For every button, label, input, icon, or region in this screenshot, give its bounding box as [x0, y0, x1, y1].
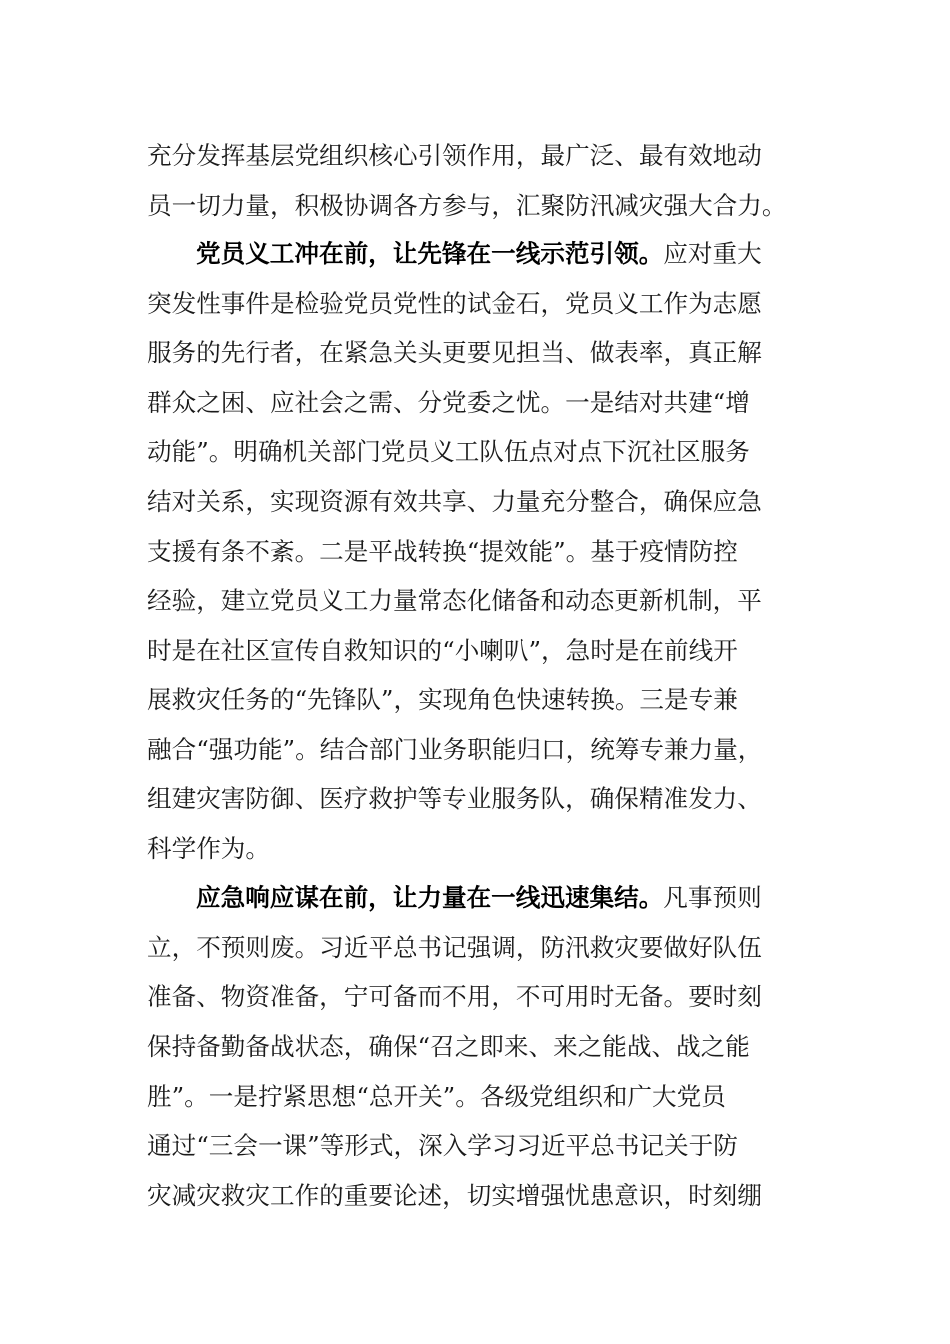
text-line: 突发性事件是检验党员党性的试金石，党员义工作为志愿 — [147, 289, 762, 318]
section-heading-line — [196, 234, 807, 274]
text-line: 群众之困、应社会之需、分党委之忧。一是结对共建“增 — [147, 388, 750, 417]
text-line: 充分发挥基层党组织核心引领作用，最广泛、最有效地动 — [147, 141, 762, 170]
text-line: 科学作为。 — [147, 834, 270, 863]
heading-continuation: 应对重大 — [663, 239, 762, 268]
text-line: 融合“强功能”。结合部门业务职能归口，统筹专兼力量， — [147, 735, 763, 764]
text-line: 时是在社区宣传自救知识的“小喇叭”，急时是在前线开 — [147, 636, 738, 665]
text-line: 准备、物资准备，宁可备而不用，不可用时无备。要时刻 — [147, 982, 762, 1011]
text-line: 展救灾任务的“先锋队”，实现角色快速转换。三是专兼 — [147, 685, 738, 714]
text-line: 服务的先行者，在紧急关头更要见担当、做表率，真正解 — [147, 338, 762, 367]
text-line: 保持备勤备战状态，确保“召之即来、来之能战、战之能 — [147, 1032, 750, 1061]
text-line: 员一切力量，积极协调各方参与，汇聚防汛减灾强大合力。 — [147, 191, 787, 220]
text-line: 胜”。一是拧紧思想“总开关”。各级党组织和广大党员 — [147, 1082, 726, 1111]
text-line: 通过“三会一课”等形式，深入学习习近平总书记关于防 — [147, 1131, 738, 1160]
text-line: 经验，建立党员义工力量常态化储备和动态更新机制，平 — [147, 586, 762, 615]
text-line: 动能”。明确机关部门党员义工队伍点对点下沉社区服务 — [147, 437, 750, 466]
section-heading: 党员义工冲在前，让先锋在一线示范引领。 — [196, 239, 664, 268]
text-line: 灾减灾救灾工作的重要论述，切实增强忧患意识，时刻绷 — [147, 1181, 762, 1210]
section-heading-line — [196, 878, 807, 918]
text-line: 组建灾害防御、医疗救护等专业服务队，确保精准发力、 — [147, 784, 762, 813]
text-line: 结对关系，实现资源有效共享、力量充分整合，确保应急 — [147, 487, 762, 516]
text-line: 支援有条不紊。二是平战转换“提效能”。基于疫情防控 — [147, 537, 738, 566]
section-heading: 应急响应谋在前，让力量在一线迅速集结。 — [196, 883, 664, 912]
heading-continuation: 凡事预则 — [663, 883, 762, 912]
text-line: 立，不预则废。习近平总书记强调，防汛救灾要做好队伍 — [147, 933, 762, 962]
